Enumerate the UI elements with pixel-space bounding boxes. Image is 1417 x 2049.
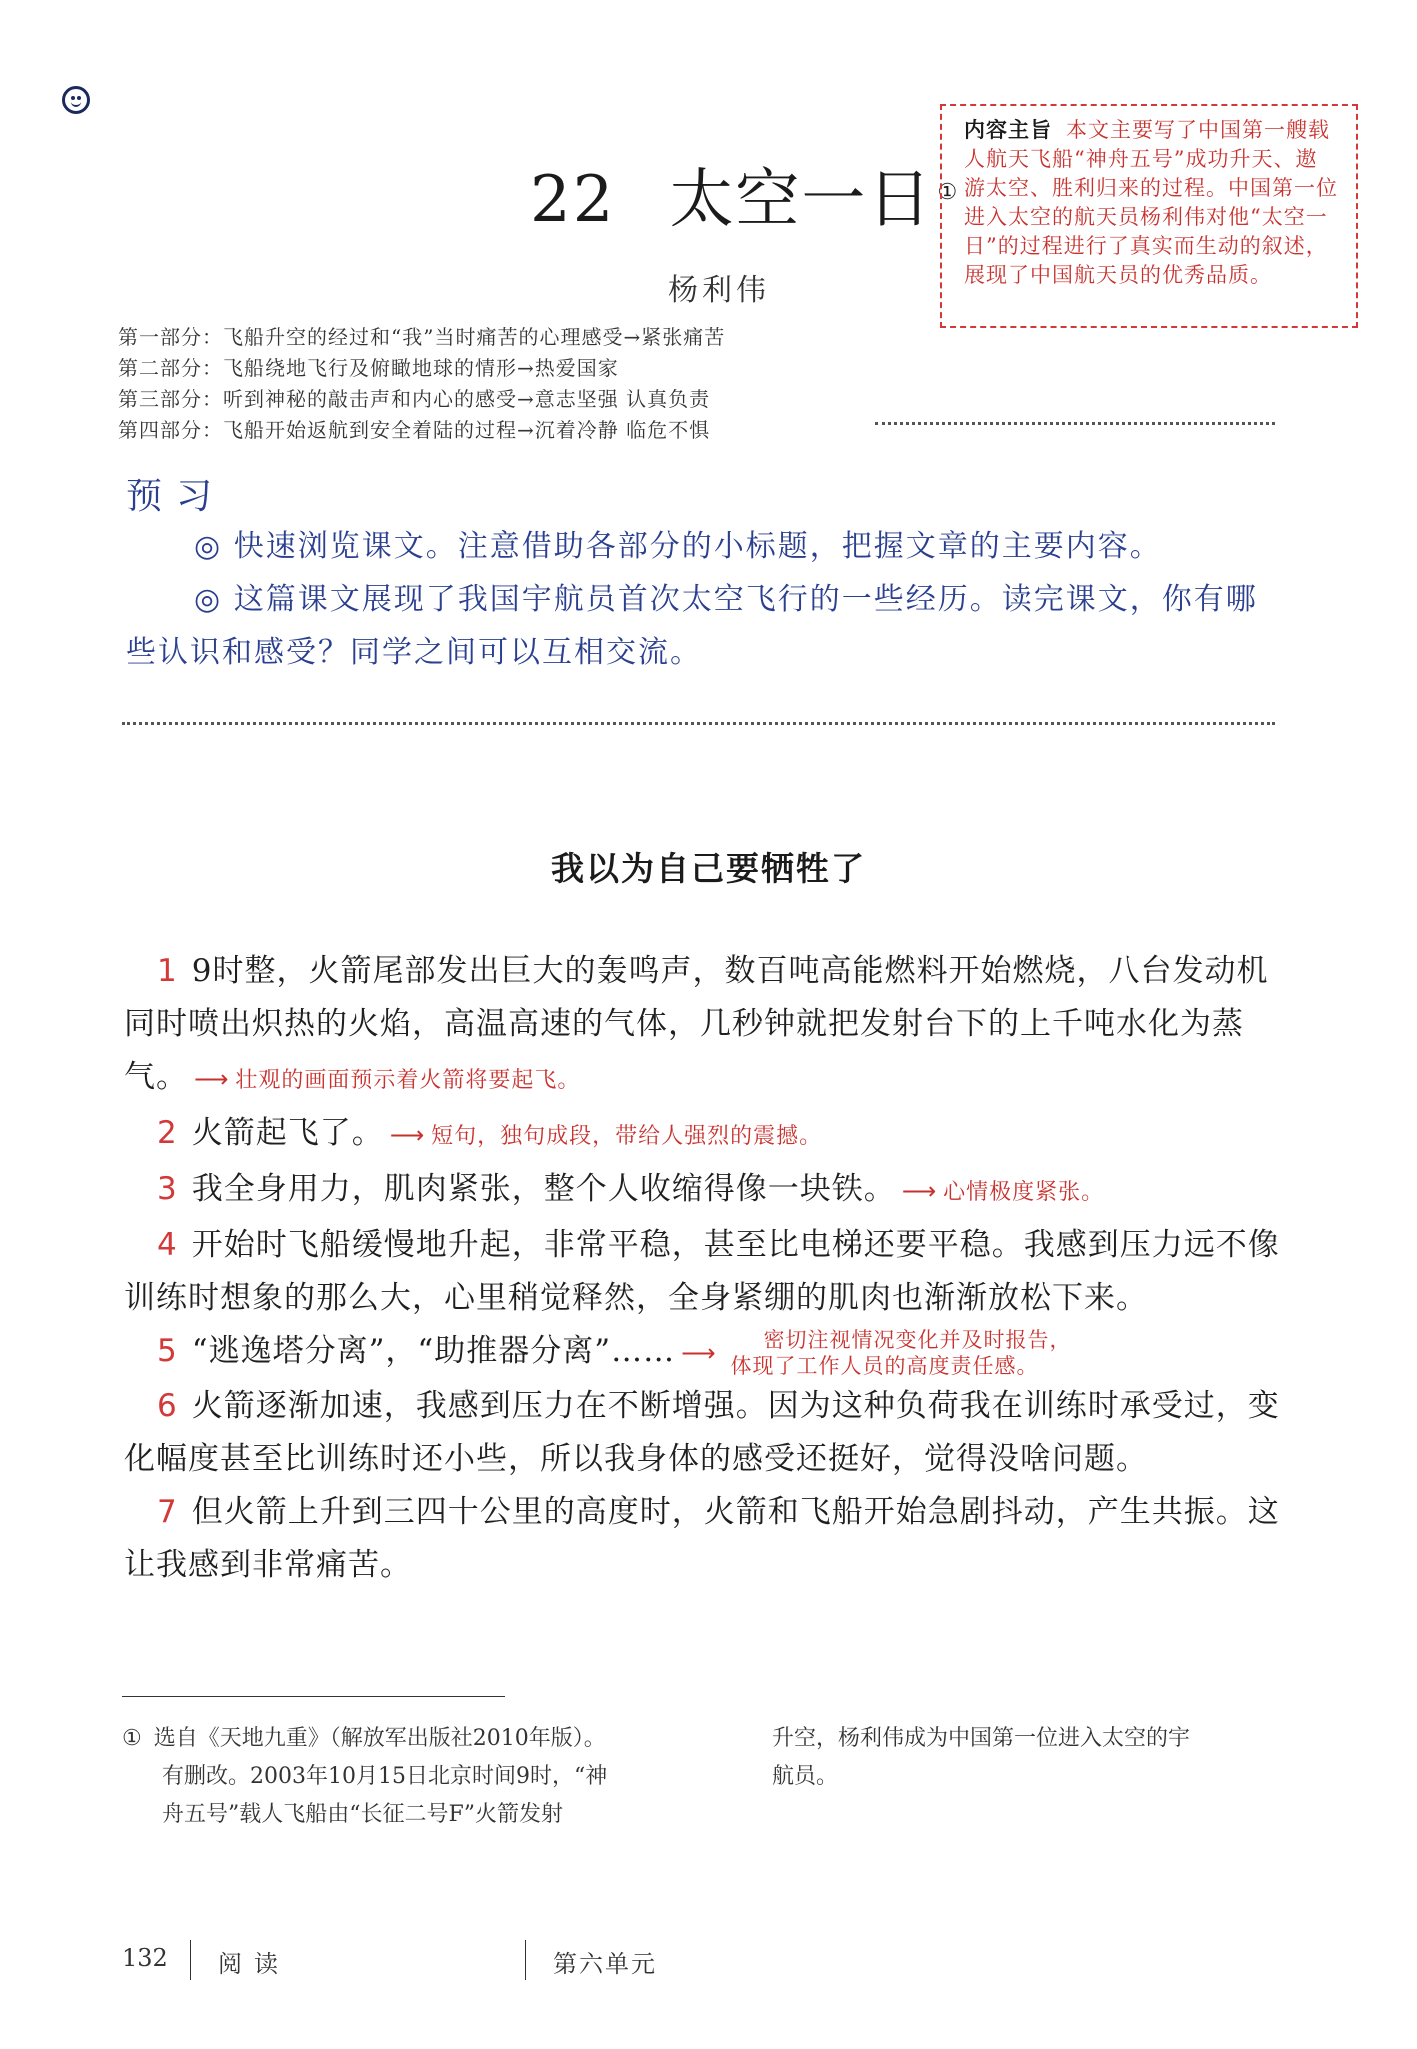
paragraph-5 — [124, 1325, 1280, 1380]
paragraph-number: 4 — [157, 1227, 178, 1263]
part-item: 第二部分：飞船绕地飞行及俯瞰地球的情形→热爱国家 — [118, 356, 619, 380]
paragraph-text: 火箭逐渐加速，我感到压力在不断增强。因为这种负荷我在训练时承受过，变化幅度甚至比训练时还小些，所以我身体的感受还挺好，觉得没啥问题。 — [124, 1388, 1280, 1477]
dotted-divider — [122, 722, 1275, 725]
footnote-mark[interactable]: ① — [937, 179, 960, 205]
annotation — [731, 1327, 1072, 1379]
annotation: 壮观的画面预示着火箭将要起飞。 — [235, 1068, 581, 1093]
paragraph-text: 9时整，火箭尾部发出巨大的轰鸣声，数百吨高能燃料开始燃烧，八台发动机同时喷出炽热的火焰，高温高速的气体，几秒钟就把发射台下的上千吨水化为蒸气。 — [124, 953, 1269, 1095]
annotation: 短句，独句成段，带给人强烈的震撼。 — [431, 1124, 823, 1149]
footnote-line: 选自《天地九重》（解放军出版社2010年版）。 — [153, 1726, 606, 1751]
footnote-line: 舟五号”载人飞船由“长征二号F”火箭发射 — [162, 1802, 564, 1827]
arrow-icon: ⟶ — [194, 1065, 230, 1093]
footnote-line: 升空，杨利伟成为中国第一位进入太空的宇 — [772, 1726, 1191, 1751]
paragraph-1 — [124, 945, 1280, 1107]
paragraph-7 — [124, 1486, 1280, 1592]
summary-text: 本文主要写了中国第一艘载人航天飞船“神舟五号”成功升天、遨游太空、胜利归来的过程。中国第一位进入太空的航天员杨利伟对他“太空一日”的过程进行了真实而生动的叙述，展现了中国航天员的优秀品质。 — [964, 118, 1338, 287]
footer-divider — [190, 1940, 191, 1980]
annotation: 心情极度紧张。 — [943, 1180, 1105, 1205]
preview-heading: 预习 — [126, 476, 227, 517]
summary-label: 内容主旨 — [964, 118, 1052, 142]
smiley-icon — [62, 86, 90, 114]
paragraph-number: 5 — [157, 1333, 178, 1369]
arrow-icon: ⟶ — [901, 1177, 938, 1205]
footnote-right — [772, 1720, 1292, 1796]
paragraph-number: 2 — [157, 1115, 178, 1151]
part-item: 第一部分：飞船升空的经过和“我”当时痛苦的心理感受→紧张痛苦 — [118, 325, 726, 349]
footnote-line: 有删改。2003年10月15日北京时间9时，“神 — [162, 1764, 608, 1789]
footnote-number: ① — [122, 1726, 142, 1751]
preview-section — [126, 520, 1276, 679]
preview-item: ◎ 快速浏览课文。注意借助各部分的小标题，把握文章的主要内容。 — [194, 529, 1162, 564]
footnote-rule — [122, 1696, 505, 1697]
lesson-number: 22 — [530, 163, 616, 237]
footer-section: 阅读 — [218, 1950, 290, 1978]
dotted-divider — [875, 422, 1275, 425]
preview-item: ◎ 这篇课文展现了我国宇航员首次太空飞行的一些经历。读完课文，你有哪些认识和感受？同学之间可以互相交流。 — [126, 582, 1258, 670]
page-number: 132 — [122, 1944, 168, 1972]
paragraph-number: 1 — [157, 953, 178, 989]
footnote-left — [122, 1720, 682, 1834]
footnote-line: 航员。 — [772, 1764, 839, 1789]
arrow-icon: ⟶ — [389, 1121, 426, 1149]
paragraph-number: 6 — [157, 1388, 178, 1424]
paragraph-3 — [124, 1163, 1280, 1219]
paragraph-6 — [124, 1380, 1280, 1486]
summary-box — [940, 104, 1358, 328]
author: 杨利伟 — [668, 273, 770, 308]
paragraph-number: 7 — [157, 1494, 178, 1530]
paragraph-4 — [124, 1219, 1280, 1325]
paragraph-text: 但火箭上升到三四十公里的高度时，火箭和飞船开始急剧抖动，产生共振。这让我感到非常痛苦。 — [124, 1494, 1280, 1583]
lesson-title-text: 太空一日 — [669, 163, 934, 237]
footer-unit: 第六单元 — [553, 1950, 657, 1978]
annotation-line: 密切注视情况变化并及时报告， — [763, 1327, 1072, 1352]
part-item: 第三部分：听到神秘的敲击声和内心的感受→意志坚强 认真负责 — [118, 387, 711, 411]
parts-outline — [118, 322, 725, 446]
paragraph-text: 开始时飞船缓慢地升起，非常平稳，甚至比电梯还要平稳。我感到压力远不像训练时想象的那么大，心里稍觉释然，全身紧绷的肌肉也渐渐放松下来。 — [124, 1227, 1280, 1316]
lesson-title — [530, 148, 959, 240]
body-text — [124, 945, 1280, 1592]
paragraph-text: “逃逸塔分离”，“助推器分离”…… — [191, 1333, 676, 1369]
arrow-icon: ⟶ — [681, 1339, 717, 1367]
paragraph-number: 3 — [157, 1171, 178, 1207]
annotation-line: 体现了工作人员的高度责任感。 — [730, 1353, 1039, 1378]
paragraph-2 — [124, 1107, 1280, 1163]
paragraph-text: 我全身用力，肌肉紧张，整个人收缩得像一块铁。 — [191, 1171, 896, 1207]
paragraph-text: 火箭起飞了。 — [191, 1115, 384, 1151]
part-item: 第四部分：飞船开始返航到安全着陆的过程→沉着冷静 临危不惧 — [118, 418, 711, 442]
section-title: 我以为自己要牺牲了 — [551, 849, 866, 888]
footer-divider — [525, 1940, 526, 1980]
